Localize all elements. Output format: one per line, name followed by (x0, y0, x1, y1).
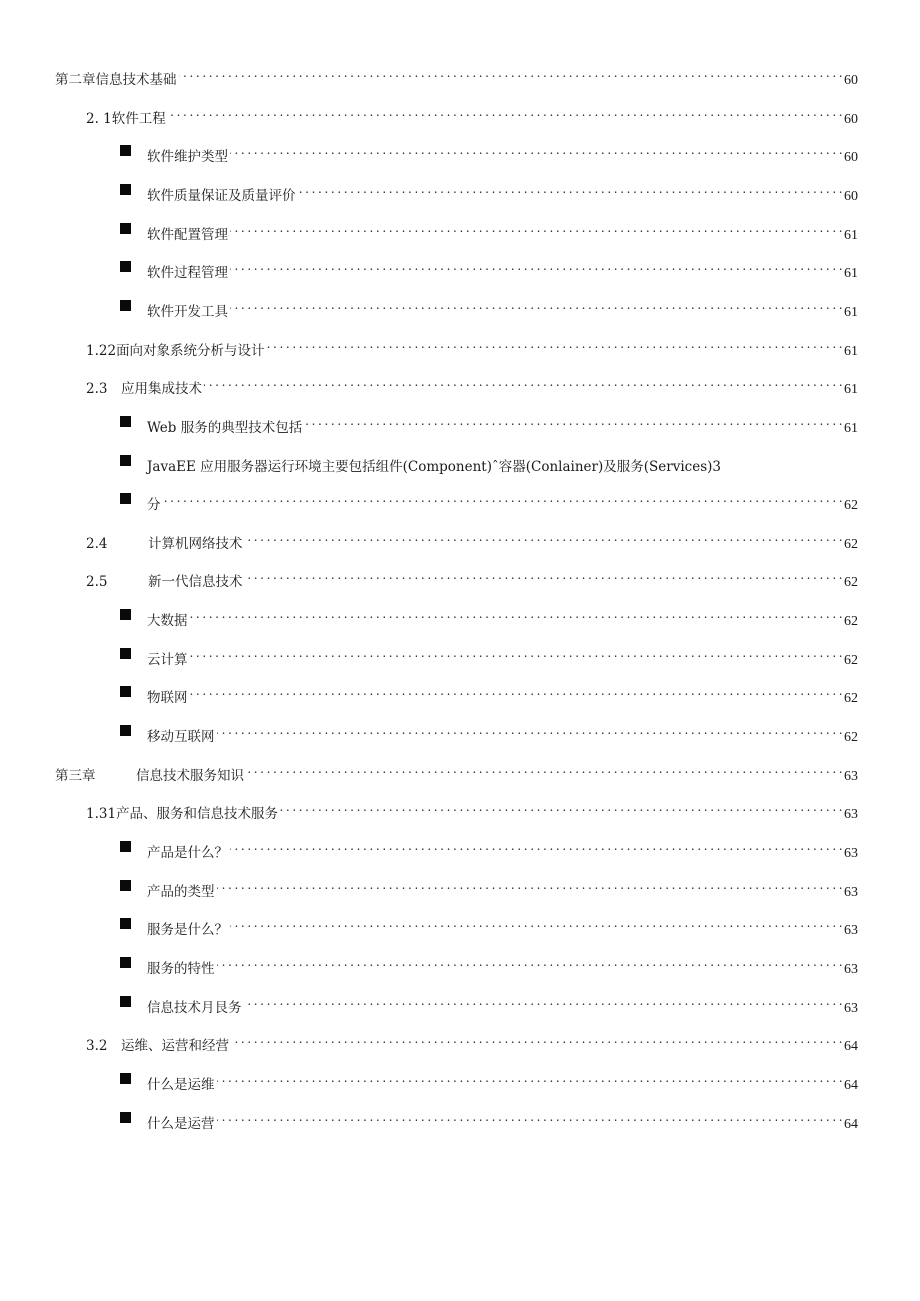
page-number: 63 (844, 1000, 858, 1016)
entry-title: 移动互联网 (147, 729, 215, 746)
toc-entry-line (147, 139, 858, 169)
square-bullet-icon (120, 918, 131, 929)
square-bullet-icon (120, 455, 131, 466)
entry-title: JavaEE 应用服务器运行环境主要包括组件(Component)ˆ容器(Conlainer)及服务(Services)3 (147, 458, 721, 475)
toc-entry-line (147, 1067, 858, 1097)
section-number: 2.5 (86, 574, 148, 591)
page-number: 62 (844, 536, 858, 552)
section-number: 2.3 (86, 381, 121, 398)
page-number: 61 (844, 420, 858, 436)
toc-entry-7[interactable] (0, 333, 920, 359)
toc-entry-1[interactable] (0, 101, 920, 127)
page-number: 61 (844, 227, 858, 243)
square-bullet-icon (120, 648, 131, 659)
dot-leader (217, 719, 843, 741)
toc-entry-24[interactable] (0, 990, 920, 1016)
square-bullet-icon (120, 493, 131, 504)
dot-leader (168, 101, 842, 123)
square-bullet-icon (120, 841, 131, 852)
entry-title: 面向对象系统分析与设计 (116, 342, 265, 359)
toc-entry-18[interactable] (0, 758, 920, 784)
toc-entry-15[interactable] (0, 642, 920, 668)
dot-leader (244, 990, 843, 1012)
toc-entry-12[interactable] (0, 526, 920, 552)
toc-entry-2[interactable] (0, 139, 920, 166)
entry-title: 信息技术月艮务 (147, 999, 242, 1016)
page-number: 63 (844, 768, 858, 784)
entry-title: 信息技术服务知识 (136, 767, 244, 784)
entry-title: 应用集成技术 (120, 381, 202, 398)
toc-entry-line (86, 101, 858, 131)
square-bullet-icon (120, 1073, 131, 1084)
entry-title: 软件配置管理 (147, 226, 228, 243)
page-number: 62 (844, 730, 858, 746)
page-number: 61 (844, 266, 858, 282)
dot-leader (204, 371, 842, 393)
toc-entry-line (147, 178, 858, 208)
dot-leader (190, 680, 843, 702)
toc-entry-3[interactable] (0, 178, 920, 204)
page-number: 61 (844, 343, 858, 359)
entry-title: 软件工程 (111, 110, 166, 127)
entry-title: 大数据 (147, 613, 188, 630)
page-number: 60 (844, 111, 858, 127)
toc-entry-line (55, 62, 858, 92)
entry-title: 新一代信息技术 (147, 574, 243, 591)
toc-entry-16[interactable] (0, 680, 920, 707)
toc-entry-line (86, 564, 858, 594)
entry-title: 什么是运营 (147, 1115, 215, 1132)
dot-leader (230, 139, 842, 161)
dot-leader (244, 564, 842, 586)
square-bullet-icon (120, 957, 131, 968)
dot-leader (280, 796, 842, 818)
toc-entry-line (147, 680, 858, 710)
section-number: 第三章 (55, 767, 136, 784)
toc-entry-line (147, 642, 858, 672)
toc-entry-line (147, 449, 858, 478)
toc-entry-line (147, 487, 858, 517)
dot-leader (230, 255, 842, 277)
toc-entry-line (86, 333, 858, 363)
entry-title: 什么是运维 (147, 1076, 215, 1093)
toc-entry-line (147, 410, 858, 440)
toc-entry-14[interactable] (0, 603, 920, 630)
entry-title: 第二章信息技术基础 (55, 72, 177, 88)
toc-entry-line (147, 294, 858, 324)
dot-leader (246, 758, 842, 780)
section-number: 1.22 (86, 342, 117, 359)
toc-entry-line (147, 835, 858, 865)
dot-leader (231, 1028, 842, 1050)
toc-entry-27[interactable] (0, 1106, 920, 1132)
toc-entry-line (147, 603, 858, 633)
toc-entry-0[interactable] (0, 62, 920, 88)
entry-title: 服务的特性 (147, 960, 215, 977)
toc-entry-22[interactable] (0, 912, 920, 939)
dot-leader (163, 487, 843, 509)
dot-leader (217, 874, 843, 896)
toc-entry-line (147, 874, 858, 904)
page-number: 61 (844, 304, 858, 320)
dot-leader (723, 449, 856, 471)
page-number: 64 (844, 1116, 858, 1132)
dot-leader (298, 178, 843, 200)
square-bullet-icon (120, 223, 131, 234)
entry-title: 产品是什么？ (147, 845, 228, 861)
square-bullet-icon (120, 609, 131, 620)
toc-entry-9[interactable] (0, 410, 920, 436)
toc-entry-line (86, 796, 858, 826)
square-bullet-icon (120, 686, 131, 697)
toc-entry-19[interactable] (0, 796, 920, 823)
toc-entry-line (147, 719, 858, 749)
toc-entry-line (86, 526, 858, 556)
square-bullet-icon (120, 996, 131, 1007)
entry-title: 软件过程管理 (147, 265, 228, 282)
dot-leader (230, 217, 842, 239)
toc-entry-line (86, 1028, 858, 1058)
entry-title: 软件质量保证及质量评价 (147, 187, 296, 204)
page-number: 61 (844, 382, 858, 398)
dot-leader (190, 603, 843, 625)
square-bullet-icon (120, 261, 131, 272)
toc-entry-line (147, 1106, 858, 1136)
section-number: 2.4 (86, 535, 148, 552)
entry-title: 云计算 (147, 651, 188, 668)
toc-entry-4[interactable] (0, 217, 920, 243)
toc-entry-23[interactable] (0, 951, 920, 977)
square-bullet-icon (120, 1112, 131, 1123)
section-number: 1.31 (86, 806, 117, 823)
dot-leader (244, 526, 842, 548)
entry-title: 物联网 (147, 690, 188, 707)
entry-title: 软件维护类型 (147, 149, 228, 166)
entry-title: 运维、运营和经营 (120, 1038, 229, 1055)
square-bullet-icon (120, 880, 131, 891)
toc-entry-21[interactable] (0, 874, 920, 900)
entry-title: 软件开发工具 (147, 303, 228, 320)
page-number: 62 (844, 652, 858, 668)
toc-entry-20[interactable] (0, 835, 920, 861)
toc-entry-10[interactable] (0, 449, 920, 475)
section-number: 3.2 (86, 1038, 121, 1055)
page-number: 62 (844, 575, 858, 591)
page-number: 60 (844, 73, 858, 88)
dot-leader (230, 912, 842, 934)
page-number: 63 (844, 961, 858, 977)
toc-entry-line (147, 217, 858, 247)
toc-entry-line (55, 758, 858, 788)
page-number: 62 (844, 498, 858, 514)
entry-title: 产品的类型 (147, 883, 215, 900)
toc-entry-line (147, 912, 858, 942)
dot-leader (304, 410, 842, 432)
page-number: 60 (844, 150, 858, 166)
page-number: 63 (844, 807, 858, 823)
dot-leader (217, 1067, 843, 1089)
toc-entry-26[interactable] (0, 1067, 920, 1093)
page-number: 63 (844, 923, 858, 939)
toc-entry-17[interactable] (0, 719, 920, 746)
page-number: 64 (844, 1039, 858, 1055)
toc-entry-5[interactable] (0, 255, 920, 282)
dot-leader (230, 835, 842, 857)
dot-leader (267, 333, 842, 355)
page-number: 63 (844, 884, 858, 900)
square-bullet-icon (120, 416, 131, 427)
toc-entry-line (147, 255, 858, 285)
section-number: 2. 1 (86, 110, 112, 127)
square-bullet-icon (120, 145, 131, 156)
dot-leader (179, 62, 843, 84)
page-number: 62 (844, 691, 858, 707)
page-number: 60 (844, 188, 858, 204)
page-number: 64 (844, 1077, 858, 1093)
dot-leader (190, 642, 843, 664)
entry-title: 产品、服务和信息技术服务 (116, 806, 279, 823)
entry-title: 服务是什么？ (147, 922, 228, 939)
page-number: 62 (844, 614, 858, 630)
square-bullet-icon (120, 184, 131, 195)
dot-leader (217, 951, 843, 973)
toc-entry-line (147, 990, 858, 1020)
toc-entry-25[interactable] (0, 1028, 920, 1055)
entry-title: 计算机网络技术 (147, 535, 243, 552)
page-number: 63 (844, 846, 858, 861)
toc-entry-line (147, 951, 858, 981)
toc-entry-13[interactable] (0, 564, 920, 591)
entry-title: 分 (147, 497, 161, 514)
toc-entry-11[interactable] (0, 487, 920, 514)
toc-entry-8[interactable] (0, 371, 920, 398)
square-bullet-icon (120, 300, 131, 311)
dot-leader (217, 1106, 843, 1128)
toc-entry-line (86, 371, 858, 401)
entry-title: Web 服务的典型技术包括 (147, 419, 303, 436)
dot-leader (230, 294, 842, 316)
square-bullet-icon (120, 725, 131, 736)
toc-entry-6[interactable] (0, 294, 920, 320)
